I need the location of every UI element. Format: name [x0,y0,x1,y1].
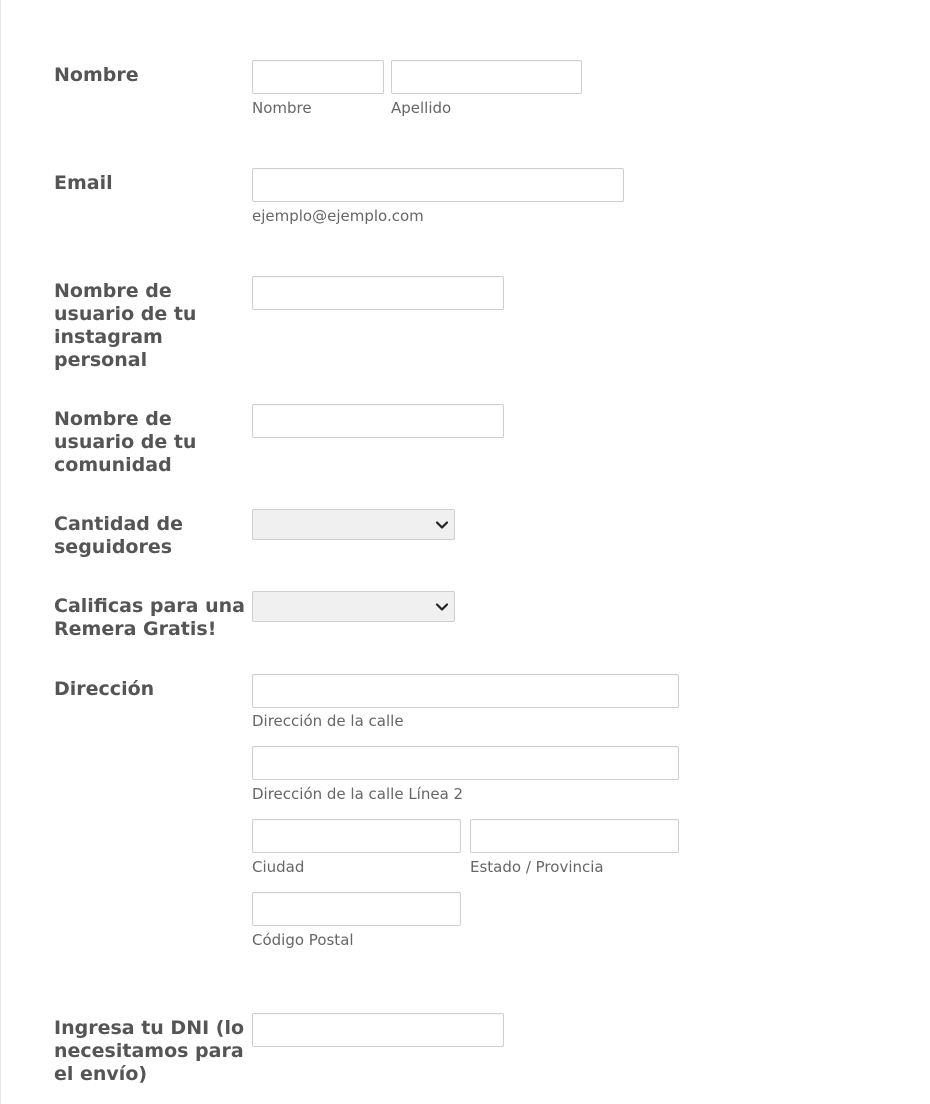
city-sublabel: Ciudad [252,858,305,876]
page-left-edge [0,0,1,1104]
free-shirt-label: Calificas para una Remera Gratis! [54,595,245,640]
email-label: Email [54,172,113,194]
dni-label: Ingresa tu DNI (lo necesitamos para el envío) [54,1017,245,1085]
first-name-sublabel: Nombre [252,99,312,117]
community-username-input[interactable] [252,404,504,438]
address-label: Dirección [54,678,155,700]
last-name-sublabel: Apellido [391,99,452,117]
chevron-down-icon [435,600,449,614]
state-sublabel: Estado / Provincia [470,858,604,876]
email-input[interactable] [252,168,624,202]
community-label: Nombre de usuario de tu comunidad [54,408,197,476]
email-sublabel: ejemplo@ejemplo.com [252,207,424,225]
last-name-input[interactable] [391,60,582,94]
chevron-down-icon [435,518,449,532]
street-address-sublabel: Dirección de la calle [252,712,404,730]
instagram-label: Nombre de usuario de tu instagram personal [54,280,197,371]
street-address-line2-input[interactable] [252,746,679,780]
state-input[interactable] [470,819,679,853]
dni-input[interactable] [252,1013,504,1047]
followers-select[interactable] [252,509,455,540]
street-address-input[interactable] [252,674,679,708]
city-input[interactable] [252,819,461,853]
postal-code-sublabel: Código Postal [252,931,354,949]
first-name-input[interactable] [252,60,384,94]
free-shirt-select[interactable] [252,591,455,622]
name-label: Nombre [54,64,139,86]
street-address-line2-sublabel: Dirección de la calle Línea 2 [252,785,464,803]
postal-code-input[interactable] [252,892,461,926]
followers-label: Cantidad de seguidores [54,513,184,558]
instagram-username-input[interactable] [252,276,504,310]
